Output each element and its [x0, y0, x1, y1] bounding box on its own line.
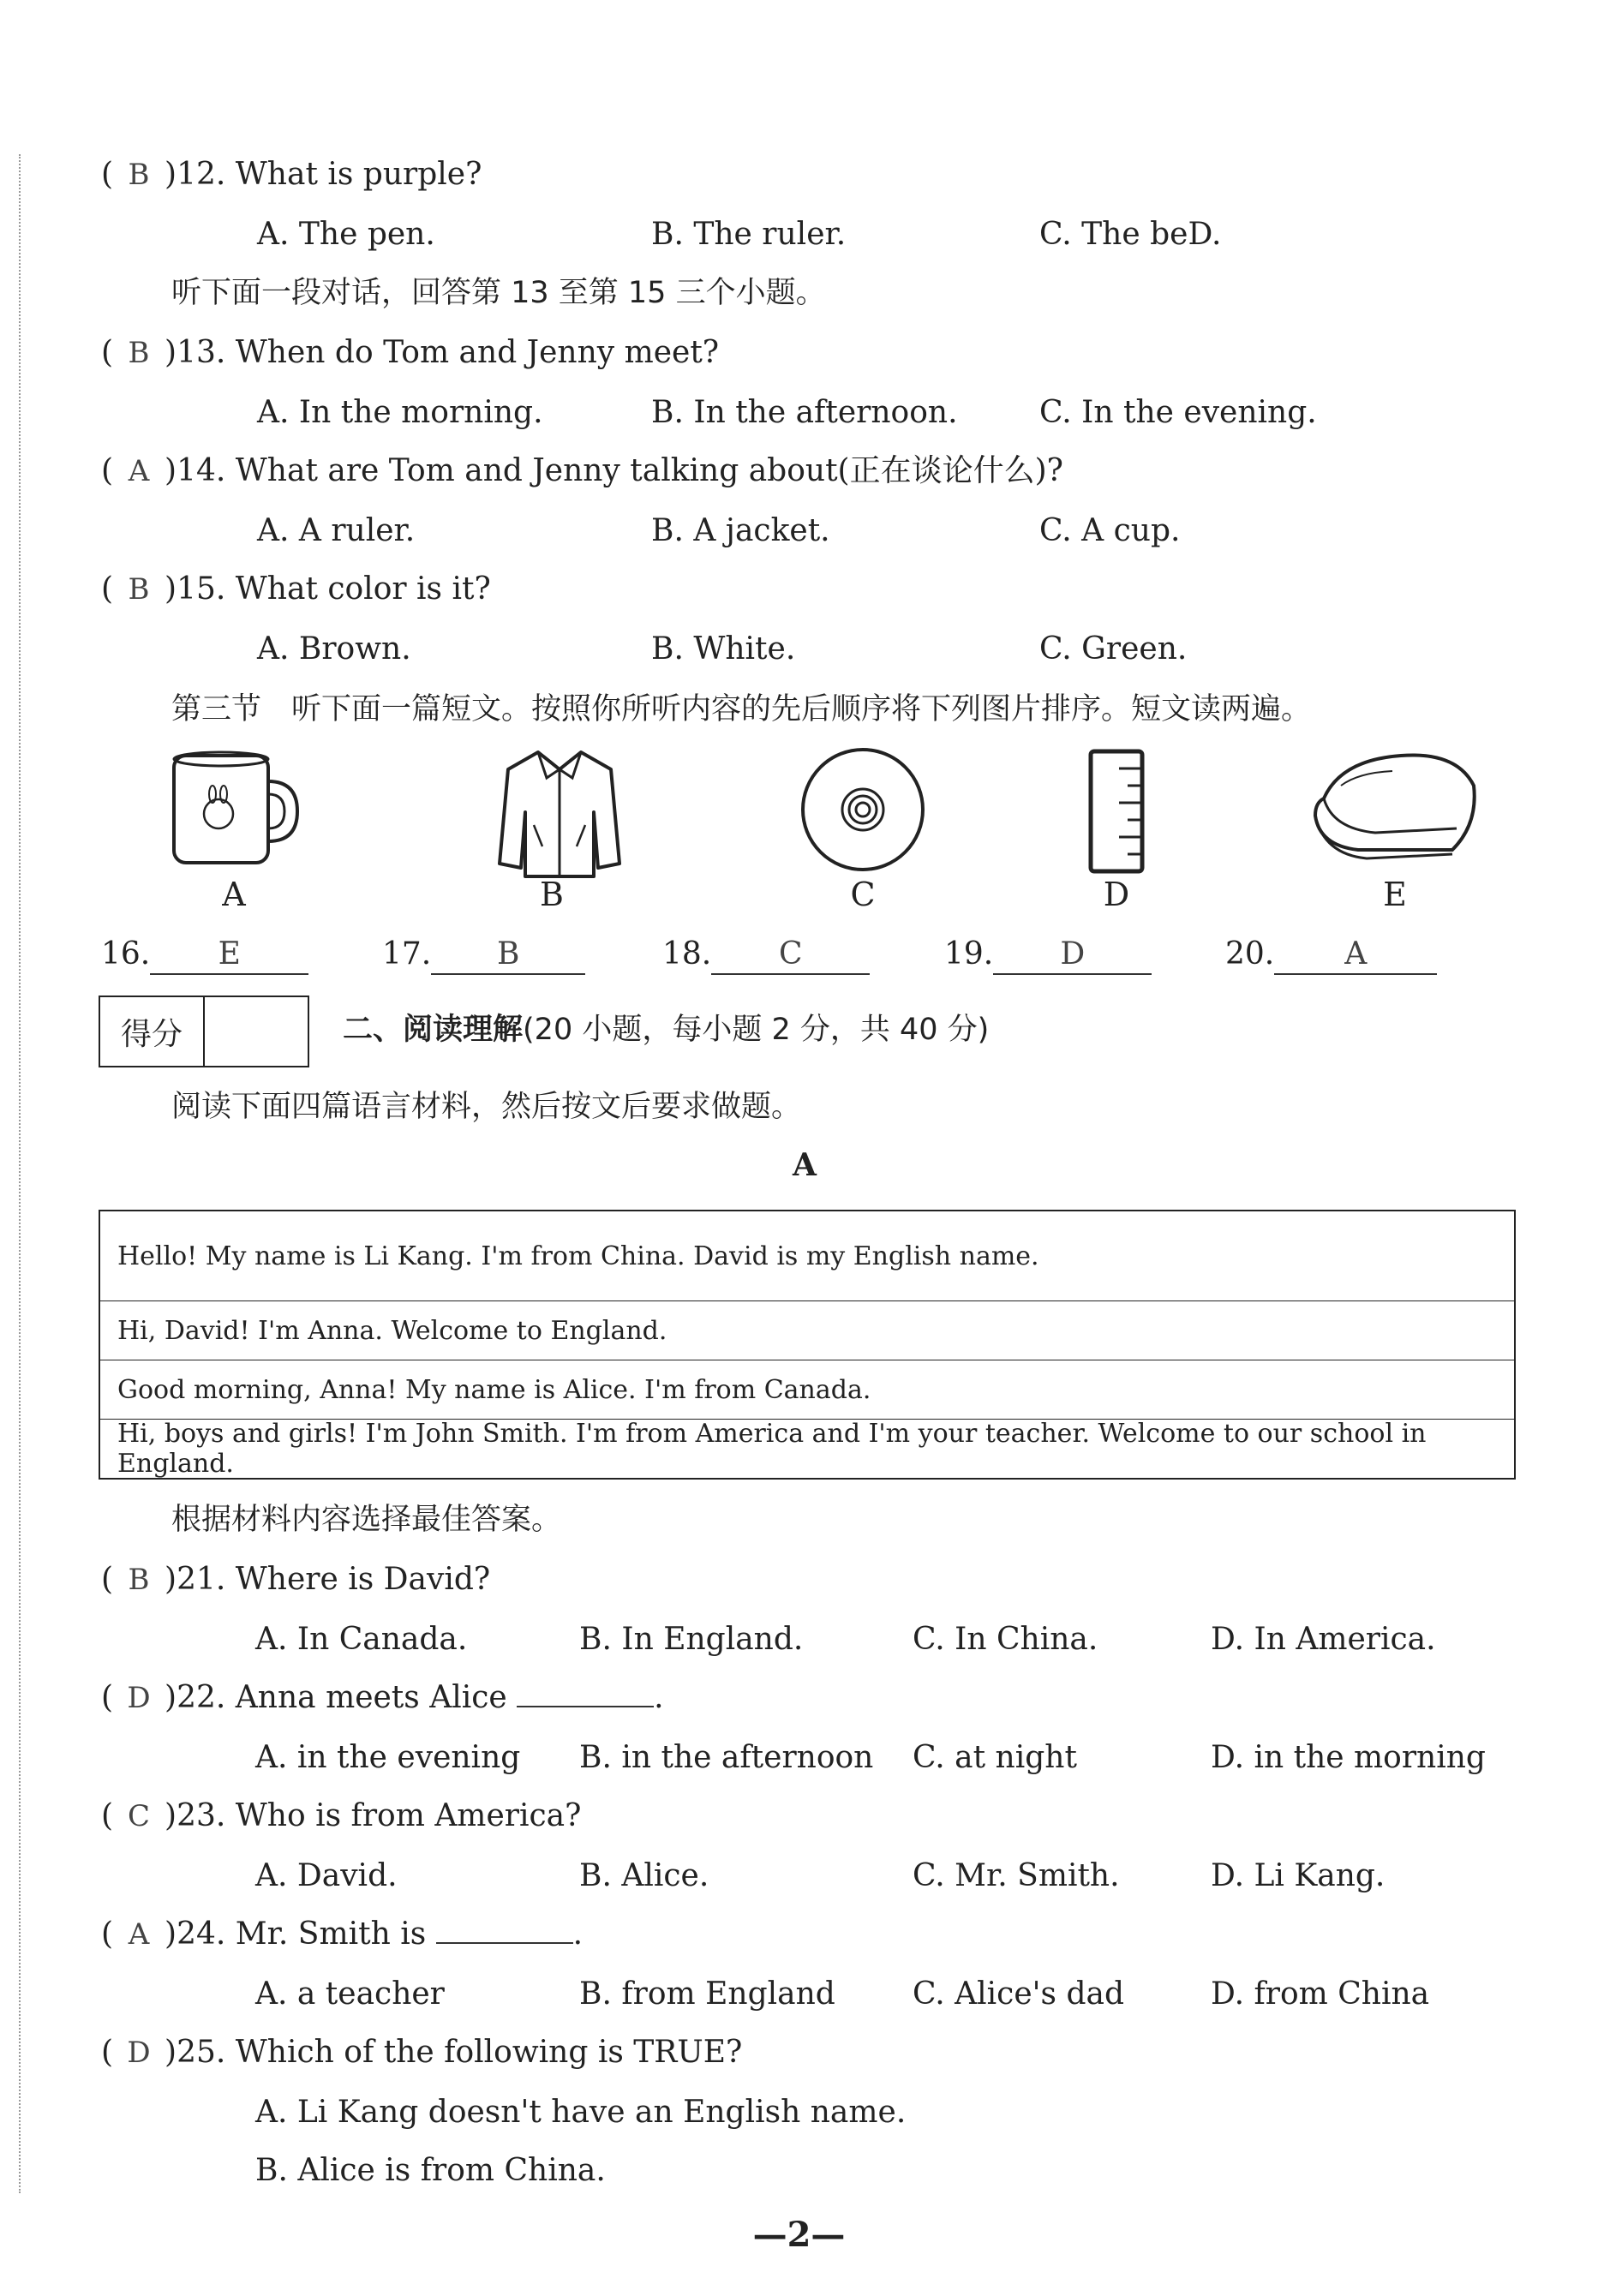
answer-24: A [128, 1917, 150, 1952]
answer-14: A [128, 454, 150, 488]
picture-label-b: B [540, 876, 564, 913]
answer-21: B [128, 1563, 150, 1597]
q21-option-c: C. In China. [913, 1622, 1098, 1657]
margin-dotted-line [19, 154, 21, 2193]
order-19: 19. D [944, 936, 1152, 975]
part-2-title: 二、阅读理解 [343, 1013, 524, 1047]
order-18: 18. C [662, 936, 870, 975]
picture-label-e: E [1383, 876, 1407, 913]
order-16: 16. E [101, 936, 308, 975]
q22-option-b: B. in the afternoon [579, 1740, 874, 1775]
q14-option-a: A. A ruler. [257, 513, 416, 548]
choose-instruction: 根据材料内容选择最佳答案。 [171, 1503, 562, 1537]
question-23-stem: 23. Who is from America? [177, 1798, 582, 1833]
passage-row-1: Hello! My name is Li Kang. I'm from China. David is my English name. [100, 1211, 1514, 1301]
part-2-heading [343, 1011, 989, 1049]
question-13: ( B )13. When do Tom and Jenny meet? [101, 335, 720, 370]
q24-option-d: D. from China [1211, 1976, 1430, 2012]
question-12: ( B )12. What is purple? [101, 157, 482, 192]
order-17-answer: B [431, 936, 585, 975]
instruction-13-15: 听下面一段对话，回答第 13 至第 15 三个小题。 [171, 276, 826, 310]
q12-option-b: B. The ruler. [651, 217, 847, 252]
passage-row-2: Hi, David! I'm Anna. Welcome to England. [100, 1301, 1514, 1360]
ruler-icon [1086, 747, 1146, 876]
q25-option-a: A. Li Kang doesn't have an English name. [255, 2095, 907, 2130]
question-21-stem: 21. Where is David? [177, 1562, 491, 1597]
q14-option-c: C. A cup. [1039, 513, 1181, 548]
question-21: ( B )21. Where is David? [101, 1562, 491, 1597]
question-24: ( A )24. Mr. Smith is . [101, 1916, 584, 1952]
q23-option-c: C. Mr. Smith. [913, 1858, 1120, 1893]
q22-option-d: D. in the morning [1211, 1740, 1486, 1775]
question-22: ( D )22. Anna meets Alice . [101, 1680, 664, 1715]
reading-instruction: 阅读下面四篇语言材料，然后按文后要求做题。 [171, 1090, 802, 1124]
question-15: ( B )15. What color is it? [101, 571, 491, 607]
score-label: 得分 [100, 997, 205, 1066]
q24-option-b: B. from England [579, 1976, 835, 2012]
q15-option-c: C. Green. [1039, 631, 1188, 667]
answer-22: D [127, 1681, 151, 1715]
passage-row-4: Hi, boys and girls! I'm John Smith. I'm from America and I'm your teacher. Welcome to our school in England. [117, 1419, 1427, 1479]
q13-option-b: B. In the afternoon. [651, 395, 958, 430]
question-14: ( A )14. What are Tom and Jenny talking about(正在谈论什么)? [101, 453, 1063, 488]
question-23: ( C )23. Who is from America? [101, 1798, 582, 1833]
q13-option-a: A. In the morning. [257, 395, 543, 430]
score-box [99, 996, 309, 1067]
q22-option-c: C. at night [913, 1740, 1077, 1775]
q22-option-a: A. in the evening [255, 1740, 521, 1775]
q15-option-a: A. Brown. [257, 631, 411, 667]
question-24-stem: 24. Mr. Smith is [177, 1916, 427, 1952]
part-2-note: (20 小题，每小题 2 分，共 40 分) [523, 1013, 990, 1047]
q21-option-d: D. In America. [1211, 1622, 1436, 1657]
mug-icon [167, 747, 304, 876]
question-13-stem: 13. When do Tom and Jenny meet? [177, 335, 720, 370]
page-number: —2— [752, 2215, 846, 2255]
blanket-icon [1307, 747, 1482, 876]
question-25-stem: 25. Which of the following is TRUE? [177, 2035, 743, 2070]
q25-option-b: B. Alice is from China. [255, 2153, 606, 2188]
passage-letter: A [793, 1147, 817, 1183]
question-12-stem: 12. What is purple? [177, 157, 482, 192]
q21-option-b: B. In England. [579, 1622, 804, 1657]
jacket-icon [495, 744, 624, 881]
cd-icon [799, 745, 927, 874]
order-16-answer: E [150, 936, 308, 975]
q23-option-d: D. Li Kang. [1211, 1858, 1386, 1893]
q13-option-c: C. In the evening. [1039, 395, 1317, 430]
q14-option-b: B. A jacket. [651, 513, 830, 548]
q21-option-a: A. In Canada. [255, 1622, 468, 1657]
q24-blank[interactable] [436, 1942, 573, 1944]
q12-option-c: C. The beD. [1039, 217, 1222, 252]
order-19-answer: D [993, 936, 1152, 975]
q15-option-b: B. White. [651, 631, 796, 667]
picture-label-a: A [222, 876, 246, 913]
q12-option-a: A. The pen. [257, 217, 435, 252]
question-25: ( D )25. Which of the following is TRUE? [101, 2035, 743, 2070]
q22-blank[interactable] [517, 1706, 654, 1707]
q23-option-a: A. David. [255, 1858, 398, 1893]
order-17: 17. B [382, 936, 585, 975]
passage-table [99, 1210, 1516, 1480]
answer-13: B [128, 336, 150, 370]
section-3-instruction: 第三节 听下面一篇短文。按照你所听内容的先后顺序将下列图片排序。短文读两遍。 [171, 692, 1312, 726]
q24-option-c: C. Alice's dad [913, 1976, 1125, 2012]
question-14-stem: 14. What are Tom and Jenny talking about(正在谈论什么)? [177, 453, 1063, 488]
picture-label-d: D [1103, 876, 1130, 913]
question-15-stem: 15. What color is it? [177, 571, 491, 607]
order-18-answer: C [711, 936, 870, 975]
q24-option-a: A. a teacher [255, 1976, 445, 2012]
order-20: 20. A [1225, 936, 1437, 975]
q23-option-b: B. Alice. [579, 1858, 709, 1893]
answer-23: C [128, 1799, 151, 1833]
order-20-answer: A [1274, 936, 1437, 975]
passage-row-3: Good morning, Anna! My name is Alice. I'm from Canada. [100, 1360, 1514, 1420]
answer-15: B [128, 572, 150, 607]
question-22-stem: 22. Anna meets Alice [177, 1680, 507, 1715]
picture-label-c: C [850, 876, 876, 913]
answer-25: D [127, 2036, 151, 2070]
answer-12: B [128, 158, 150, 192]
